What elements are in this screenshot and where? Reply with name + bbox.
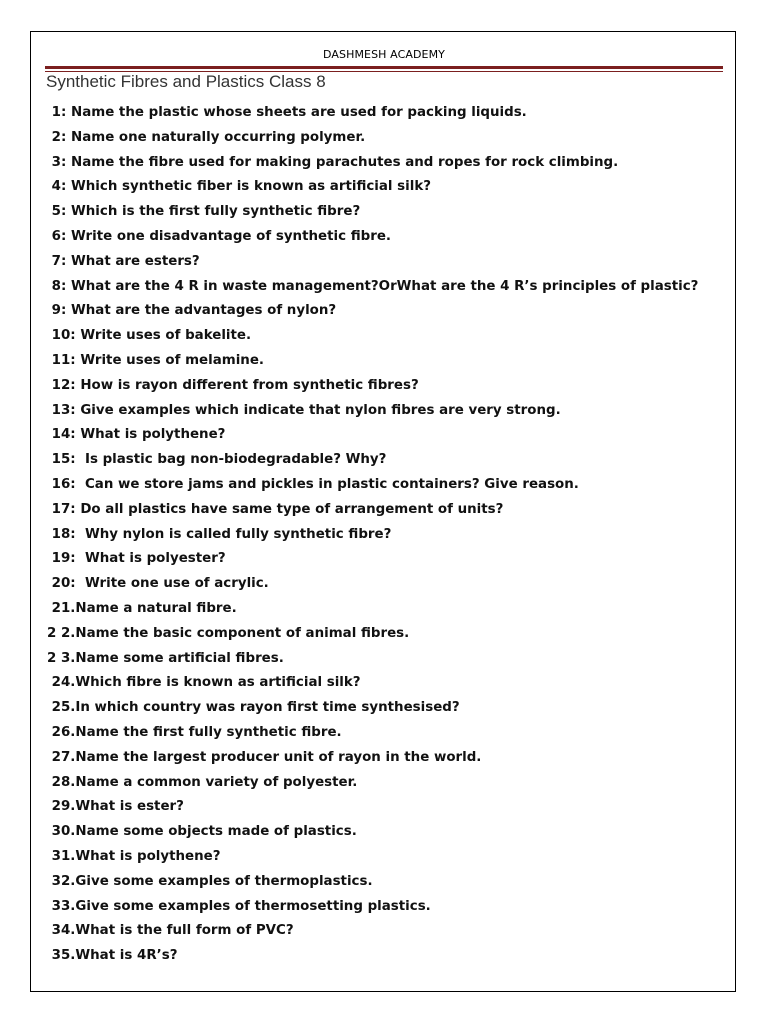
question-item: 35.What is 4R’s? xyxy=(47,948,178,964)
question-item: 5: Which is the first fully synthetic fibre? xyxy=(47,204,361,220)
question-item: 1: Name the plastic whose sheets are used for packing liquids. xyxy=(47,105,527,120)
question-item: 32.Give some examples of thermoplastics. xyxy=(47,873,373,889)
question-item: 26.Name the first fully synthetic fibre. xyxy=(47,724,342,740)
question-item: 25.In which country was rayon first time synthesised? xyxy=(47,700,460,716)
question-item: 30.Name some objects made of plastics. xyxy=(47,824,357,840)
question-item: 21.Name a natural fibre. xyxy=(47,600,237,616)
question-item: 13: Give examples which indicate that nylon fibres are very strong. xyxy=(47,402,561,418)
question-item: 10: Write uses of bakelite. xyxy=(47,328,252,344)
question-item: 33.Give some examples of thermosetting plastics. xyxy=(47,898,431,914)
question-item: 20: Write one use of acrylic. xyxy=(47,576,269,592)
question-item: 34.What is the full form of PVC? xyxy=(47,923,294,939)
header-rule-thick xyxy=(45,66,723,69)
question-item: 19: What is polyester? xyxy=(47,551,226,567)
school-name: DASHMESH ACADEMY xyxy=(322,48,445,61)
question-item: 28.Name a common variety of polyester. xyxy=(47,774,358,790)
question-item: 2 2.Name the basic component of animal fibres. xyxy=(47,625,410,641)
question-item: 14: What is polythene? xyxy=(47,427,226,443)
document-title: Synthetic Fibres and Plastics Class 8 xyxy=(46,72,326,91)
question-item: 29.What is ester? xyxy=(47,799,184,815)
question-item: 24.Which fibre is known as artificial silk? xyxy=(47,675,361,691)
question-item: 7: What are esters? xyxy=(47,253,200,269)
question-item: 15: Is plastic bag non-biodegradable? Why? xyxy=(47,452,387,468)
question-item: 12: How is rayon different from synthetic fibres? xyxy=(47,377,419,393)
question-item: 9: What are the advantages of nylon? xyxy=(47,303,337,319)
question-item: 18: Why nylon is called fully synthetic fibre? xyxy=(47,526,392,542)
question-item: 17: Do all plastics have same type of arrangement of units? xyxy=(47,501,504,517)
question-item: 8: What are the 4 R in waste management?OrWhat are the 4 R’s principles of plastic? xyxy=(47,278,699,294)
question-item: 6: Write one disadvantage of synthetic fibre. xyxy=(47,228,391,244)
document-page xyxy=(30,31,736,992)
question-item: 16: Can we store jams and pickles in plastic containers? Give reason. xyxy=(47,476,579,492)
question-list xyxy=(47,105,698,973)
question-item: 2 3.Name some artificial fibres. xyxy=(47,650,284,666)
question-item: 3: Name the fibre used for making parachutes and ropes for rock climbing. xyxy=(47,154,619,170)
question-item: 2: Name one naturally occurring polymer. xyxy=(47,129,366,145)
question-item: 27.Name the largest producer unit of rayon in the world. xyxy=(47,749,482,765)
question-item: 4: Which synthetic fiber is known as artificial silk? xyxy=(47,179,432,195)
question-item: 31.What is polythene? xyxy=(47,848,221,864)
question-item: 11: Write uses of melamine. xyxy=(47,352,264,368)
